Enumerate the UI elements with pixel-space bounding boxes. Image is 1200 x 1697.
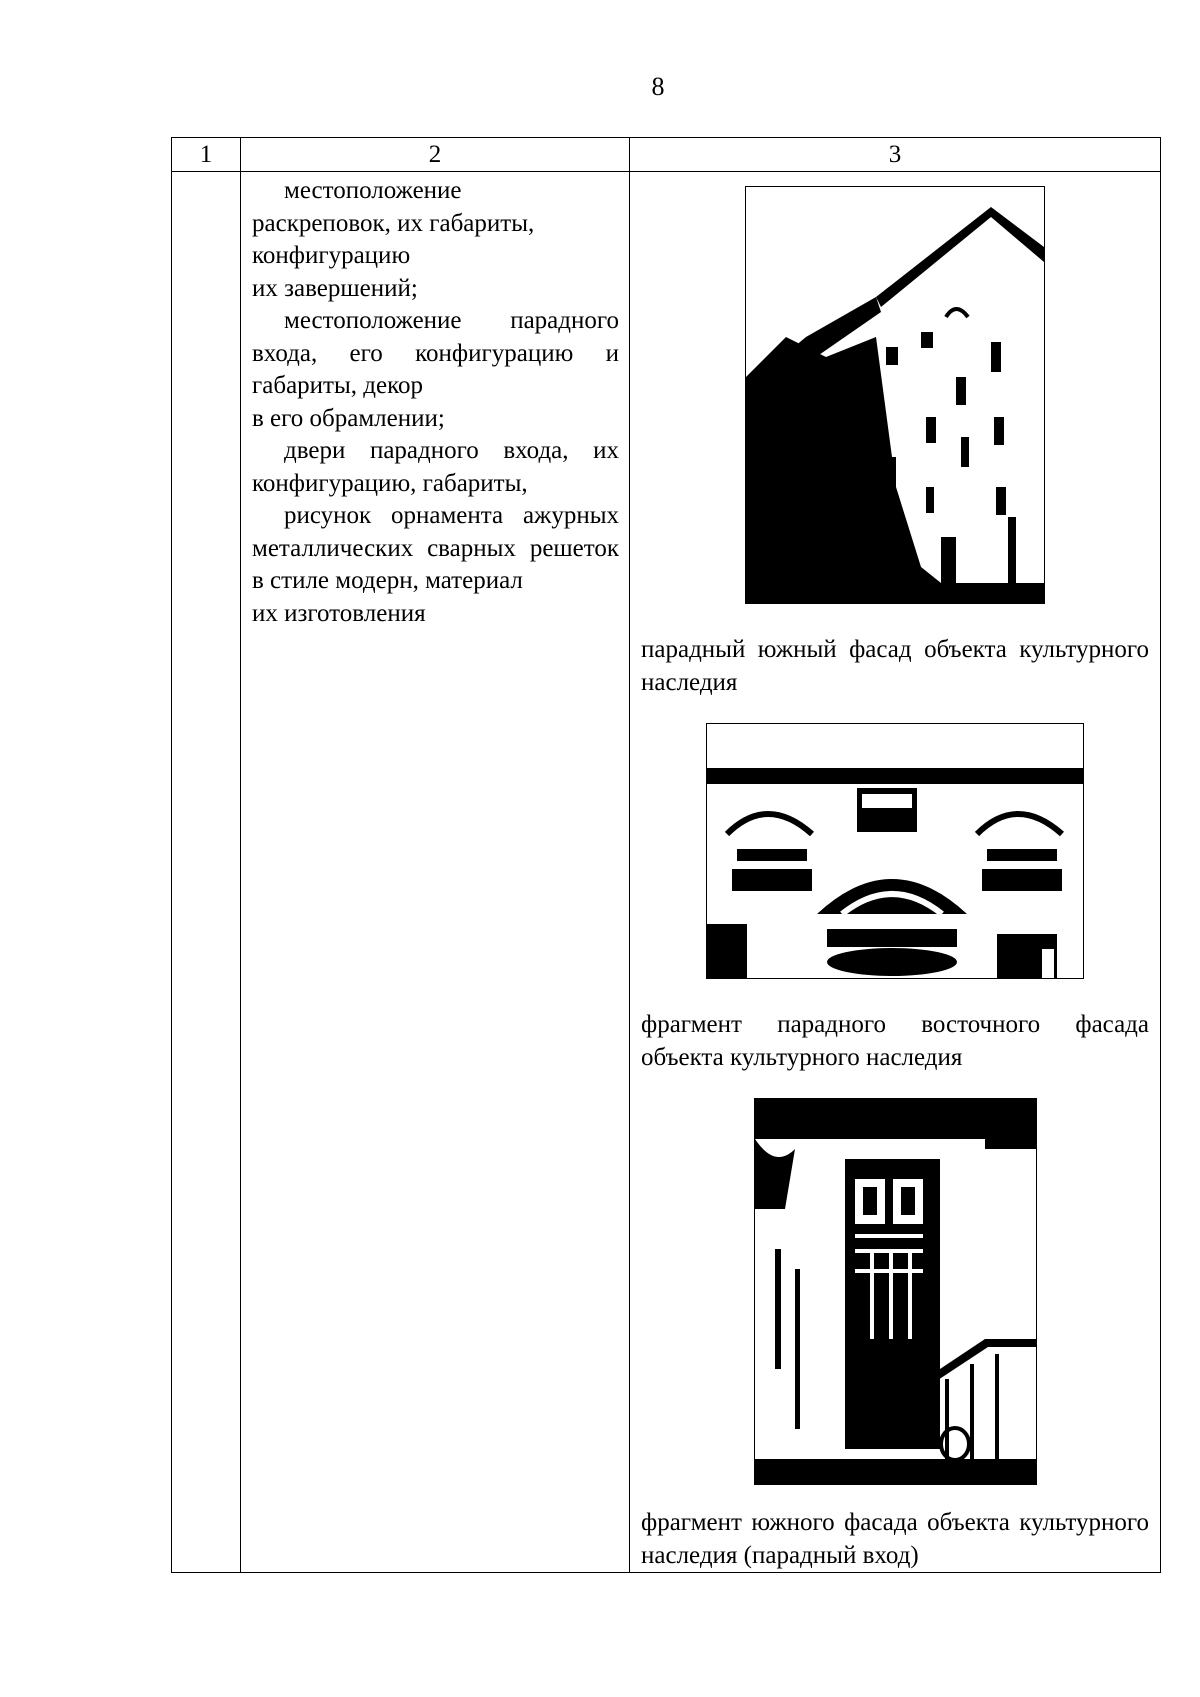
east-facade-fragment-photo: [706, 723, 1084, 979]
description-paragraph: двери парадного входа, их конфигурацию, габариты,: [252, 437, 619, 497]
column-header-3: 3: [630, 138, 1161, 172]
description-line: раскреповок, их габариты,: [252, 209, 535, 237]
figure-caption: парадный южный фасад объекта культурного наследия: [641, 636, 1149, 696]
column-header-2: 2: [241, 138, 630, 172]
description-line: в его обрамлении;: [252, 404, 445, 432]
description-line: их завершений;: [252, 274, 418, 302]
page-number: 8: [651, 72, 665, 101]
description-cell: [241, 172, 630, 1573]
description-line: их изготовления: [252, 599, 426, 627]
figure-caption: фрагмент южного фасада объекта культурного наследия (парадный вход): [641, 1509, 1149, 1569]
description-line: конфигурацию: [252, 242, 411, 269]
illustrations-cell: [630, 172, 1161, 1573]
table-header-row: [172, 138, 1161, 172]
table-row: [172, 172, 1161, 1573]
description-paragraph: местоположение парадного входа, его конфигурацию и габариты, декор: [252, 307, 619, 399]
figure-caption: фрагмент парадного восточного фасада объекта культурного наследия: [641, 1011, 1149, 1071]
column-header-1: 1: [172, 138, 241, 172]
main-entrance-photo: [754, 1098, 1037, 1485]
row-number-cell: [172, 172, 241, 1573]
south-facade-photo: [745, 186, 1045, 604]
description-line: местоположение: [284, 177, 462, 204]
heritage-elements-table: [171, 137, 1161, 1573]
description-paragraph: рисунок орнамента ажурных металлических сварных решеток в стиле модерн, материал: [252, 502, 619, 594]
